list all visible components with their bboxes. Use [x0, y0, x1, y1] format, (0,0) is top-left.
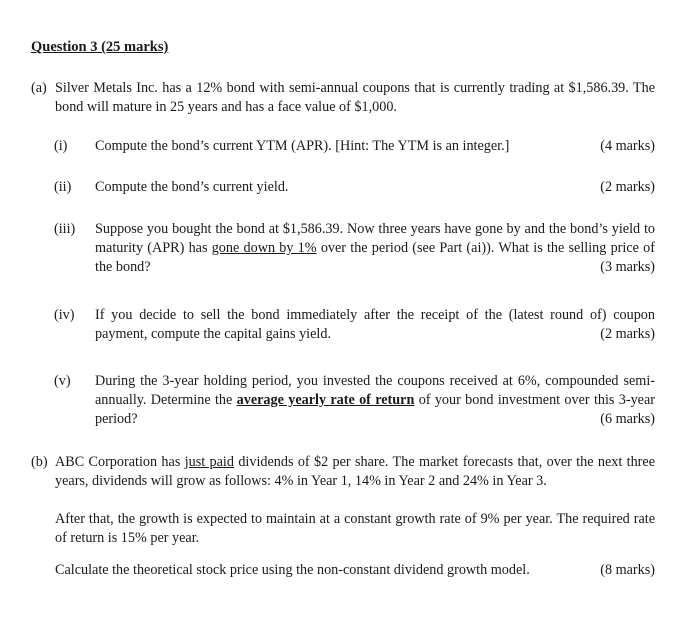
- marks-label: (2 marks): [600, 179, 655, 195]
- underlined-bold-phrase: average yearly rate of return: [236, 392, 415, 408]
- part-b: [31, 453, 655, 580]
- underlined-phrase: gone down by 1%: [211, 240, 317, 256]
- question-a-ii: [54, 178, 655, 197]
- part-b-growth-text: After that, the growth is expected to maintain at a constant growth rate of 9% per year. The required rate of return is 15% per year.: [55, 511, 655, 546]
- marks-label: (4 marks): [600, 138, 655, 154]
- question-number: (v): [54, 373, 71, 389]
- part-a-text: Silver Metals Inc. has a 12% bond with semi-annual coupons that is currently trading at $1,586.39. The bond will mature in 25 years and has a face value of $1,000.: [55, 80, 655, 115]
- question-text: During the 3-year holding period, you invested the coupons received at 6%, compounded semi-annually. Determine the: [95, 373, 655, 408]
- question-text-continued: of your bond investment over this 3-year period?: [95, 392, 655, 427]
- question-text: Suppose you bought the bond at $1,586.39. Now three years have gone by and the bond’s yield to maturity (APR) has: [95, 221, 655, 256]
- marks-label: (2 marks): [600, 326, 655, 342]
- question-title: Question 3 (25 marks): [31, 39, 169, 55]
- question-text: If you decide to sell the bond immediately after the receipt of the (latest round of) coupon payment, compute the capital gains yield.: [95, 307, 655, 342]
- question-number: (ii): [54, 179, 72, 195]
- underlined-phrase: just paid: [184, 454, 234, 470]
- question-a-v: [54, 372, 655, 429]
- question-a-i: [54, 137, 655, 156]
- marks-label: (6 marks): [600, 411, 655, 427]
- question-a-iv: [54, 306, 655, 344]
- question-text: Compute the bond’s current YTM (APR). [Hint: The YTM is an integer.]: [95, 138, 510, 154]
- part-a-label: (a): [31, 80, 47, 96]
- part-a-intro: [31, 79, 655, 117]
- marks-label: (8 marks): [600, 562, 655, 578]
- question-text-continued: over the period (see Part (ai)). What is the selling price of the bond?: [95, 240, 655, 275]
- question-number: (i): [54, 138, 68, 154]
- question-number: (iv): [54, 307, 75, 323]
- question-text: Compute the bond’s current yield.: [95, 179, 289, 195]
- question-a-iii: [54, 220, 655, 277]
- part-b-label: (b): [31, 454, 48, 470]
- part-b-task-text: (8 marks) Calculate the theoretical stock price using the non-constant dividend growth model.: [55, 562, 655, 578]
- question-number: (iii): [54, 221, 76, 237]
- marks-label: (3 marks): [600, 259, 655, 275]
- part-b-text: ABC Corporation has just paid dividends of $2 per share. The market forecasts that, over the next three years, dividends will grow as follows: 4% in Year 1, 14% in Year 2 and 24% in Year 3.: [55, 454, 655, 489]
